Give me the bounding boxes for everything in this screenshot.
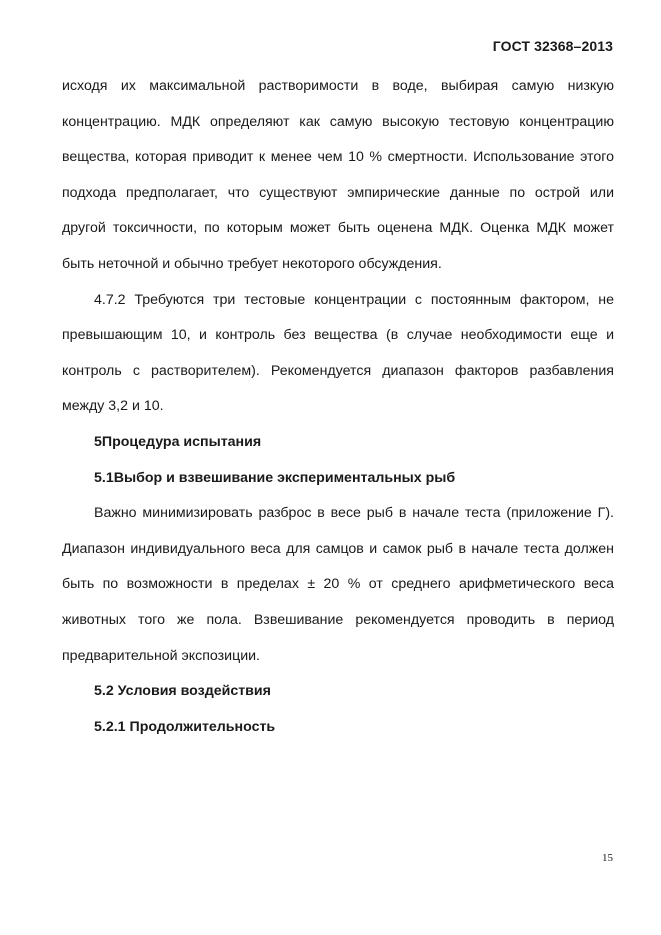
paragraph-5-1: Важно минимизировать разброс в весе рыб в начале теста (приложение Г). Диапазон индивидуального веса для самцов и самок рыб в начале теста должен быть по возможности в пределах ± 20 % от среднего арифметического веса животных того же пола. Взвешивание рекомендуется проводить в период предварительной экспозиции. [62, 505, 614, 664]
heading-section-5-2: 5.2 Условия воздействия [94, 683, 271, 700]
paragraph-4-7-2: 4.7.2 Требуются три тестовые концентрации с постоянным фактором, не превышающим 10, и контроль без вещества (в случае необходимости еще и контроль с растворителем). Рекомендуется диапазон факторов разбавления между 3,2 и 10. [62, 291, 614, 415]
document-header-standard: ГОСТ 32368–2013 [492, 38, 613, 54]
heading-section-5: 5Процедура испытания [94, 433, 262, 450]
page-number: 15 [602, 852, 613, 864]
heading-section-5-1: 5.1Выбор и взвешивание экспериментальных рыб [94, 469, 456, 486]
document-body [62, 69, 614, 745]
heading-section-5-2-1: 5.2.1 Продолжительность [94, 718, 276, 735]
paragraph-mdk-description: исходя их максимальной растворимости в воде, выбирая самую низкую концентрацию. МДК определяют как самую высокую тестовую концентрацию вещества, которая приводит к менее чем 10 % смертности. Использование этого подхода предполагает, что существуют эмпирические данные по острой или другой токсичности, по которым может быть оценена МДК. Оценка МДК может быть неточной и обычно требует некоторого обсуждения. [62, 78, 614, 272]
